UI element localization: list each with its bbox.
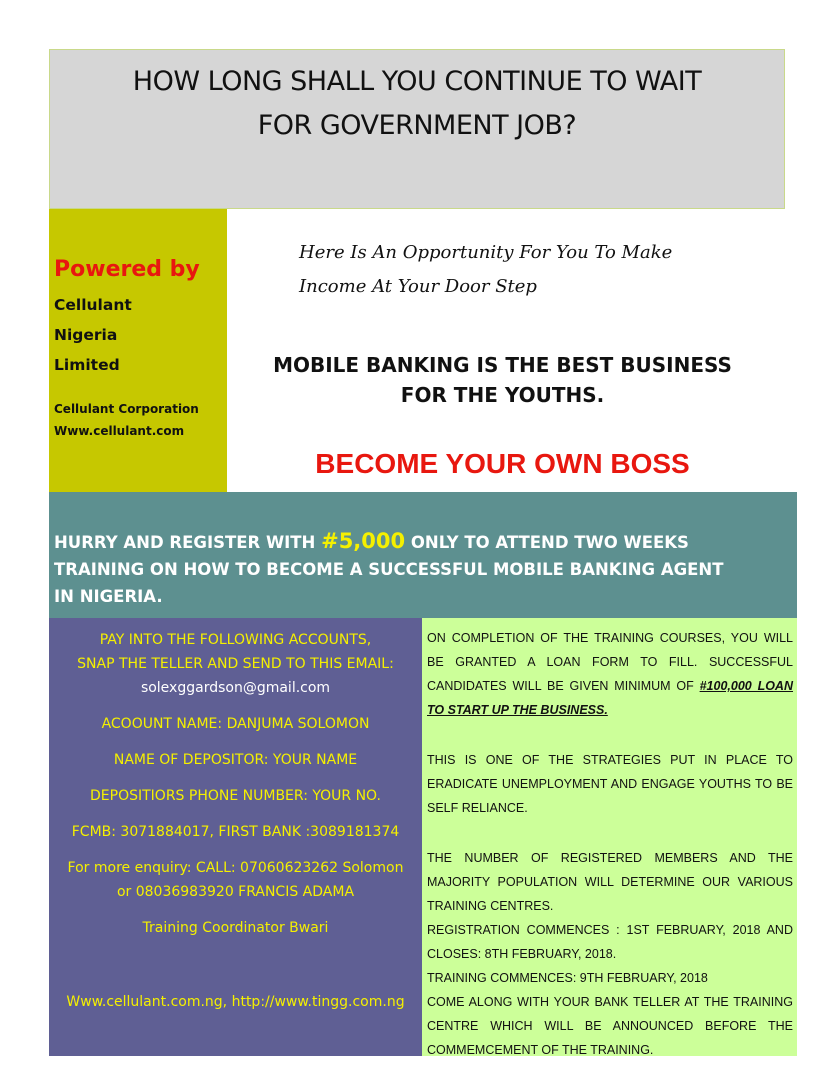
- enquiry-line-2: or 08036983920 FRANCIS ADAMA: [116, 884, 355, 900]
- info-panel: [422, 618, 797, 1056]
- completion-paragraph: [427, 626, 793, 722]
- strategy-paragraph: THIS IS ONE OF THE STRATEGIES PUT IN PLACE TO ERADICATE UNEMPLOYMENT AND ENGAGE YOUTHS TO BE SELF RELIANCE.: [427, 753, 793, 815]
- bank-accounts: FCMB: 3071884017, FIRST BANK :3089181374: [71, 824, 400, 840]
- register-line-3: IN NIGERIA.: [54, 587, 163, 606]
- powered-by-label: Powered by: [54, 257, 200, 282]
- register-line-1: [54, 528, 797, 556]
- completion-text: ON COMPLETION OF THE TRAINING COURSES, YOU WILL BE GRANTED A LOAN FORM TO FILL. SUCCESSFUL CANDIDATES WILL BE GIVEN MINIMUM OF: [427, 631, 793, 693]
- company-name-line: Nigeria: [54, 326, 118, 344]
- corporation-name: Cellulant Corporation: [54, 402, 199, 416]
- headline-line-2: FOR THE YOUTHS.: [400, 383, 605, 407]
- opportunity-tagline: [299, 236, 799, 304]
- mobile-banking-headline: [230, 350, 775, 410]
- registration-band: [49, 492, 797, 618]
- registration-dates: REGISTRATION COMMENCES : 1ST FEBRUARY, 2018 AND CLOSES: 8TH FEBRUARY, 2018.: [427, 923, 793, 961]
- website-links: Www.cellulant.com.ng, http://www.tingg.com.ng: [66, 994, 405, 1010]
- teller-paragraph: COME ALONG WITH YOUR BANK TELLER AT THE TRAINING CENTRE WHICH WILL BE ANNOUNCED BEFORE THE COMMEMCEMENT OF THE TRAINING.: [427, 995, 793, 1057]
- slogan: BECOME YOUR OWN BOSS: [315, 448, 690, 479]
- enquiry-line-1: For more enquiry: CALL: 07060623262 Solomon: [67, 860, 404, 876]
- payment-panel: [49, 618, 422, 1056]
- account-name: ACOOUNT NAME: DANJUMA SOLOMON: [101, 716, 370, 732]
- payment-instruction-2: SNAP THE TELLER AND SEND TO THIS EMAIL:: [77, 656, 394, 672]
- register-amount: #5,000: [321, 529, 406, 553]
- header-line-2: FOR GOVERNMENT JOB?: [257, 110, 577, 141]
- tagline-line-1: Here Is An Opportunity For You To Make: [299, 242, 673, 263]
- register-suffix: ONLY TO ATTEND TWO WEEKS: [405, 533, 689, 552]
- register-prefix: HURRY AND REGISTER WITH: [54, 533, 322, 552]
- payment-email: solexggardson@gmail.com: [140, 680, 331, 696]
- tagline-line-2: Income At Your Door Step: [299, 276, 537, 297]
- training-coordinator: Training Coordinator Bwari: [142, 920, 329, 936]
- register-line-2: TRAINING ON HOW TO BECOME A SUCCESSFUL MOBILE BANKING AGENT: [54, 560, 724, 579]
- company-name-line: Cellulant: [54, 296, 132, 314]
- depositor-phone: DEPOSITIORS PHONE NUMBER: YOUR NO.: [90, 788, 381, 804]
- header-line-1: HOW LONG SHALL YOU CONTINUE TO WAIT: [132, 66, 702, 97]
- headline-line-1: MOBILE BANKING IS THE BEST BUSINESS: [273, 353, 732, 377]
- members-paragraph: THE NUMBER OF REGISTERED MEMBERS AND THE MAJORITY POPULATION WILL DETERMINE OUR VARIOUS TRAINING CENTRES.: [427, 851, 793, 913]
- loan-amount: #100,000 LOAN TO START UP THE BUSINESS.: [427, 679, 793, 717]
- header-banner: [49, 49, 785, 209]
- company-name-line: Limited: [54, 356, 120, 374]
- training-date: TRAINING COMMENCES: 9TH FEBRUARY, 2018: [427, 971, 708, 985]
- sponsor-panel: [49, 209, 227, 492]
- payment-instruction-1: PAY INTO THE FOLLOWING ACCOUNTS,: [99, 632, 372, 648]
- depositor-name: NAME OF DEPOSITOR: YOUR NAME: [113, 752, 358, 768]
- sponsor-website: Www.cellulant.com: [54, 424, 185, 438]
